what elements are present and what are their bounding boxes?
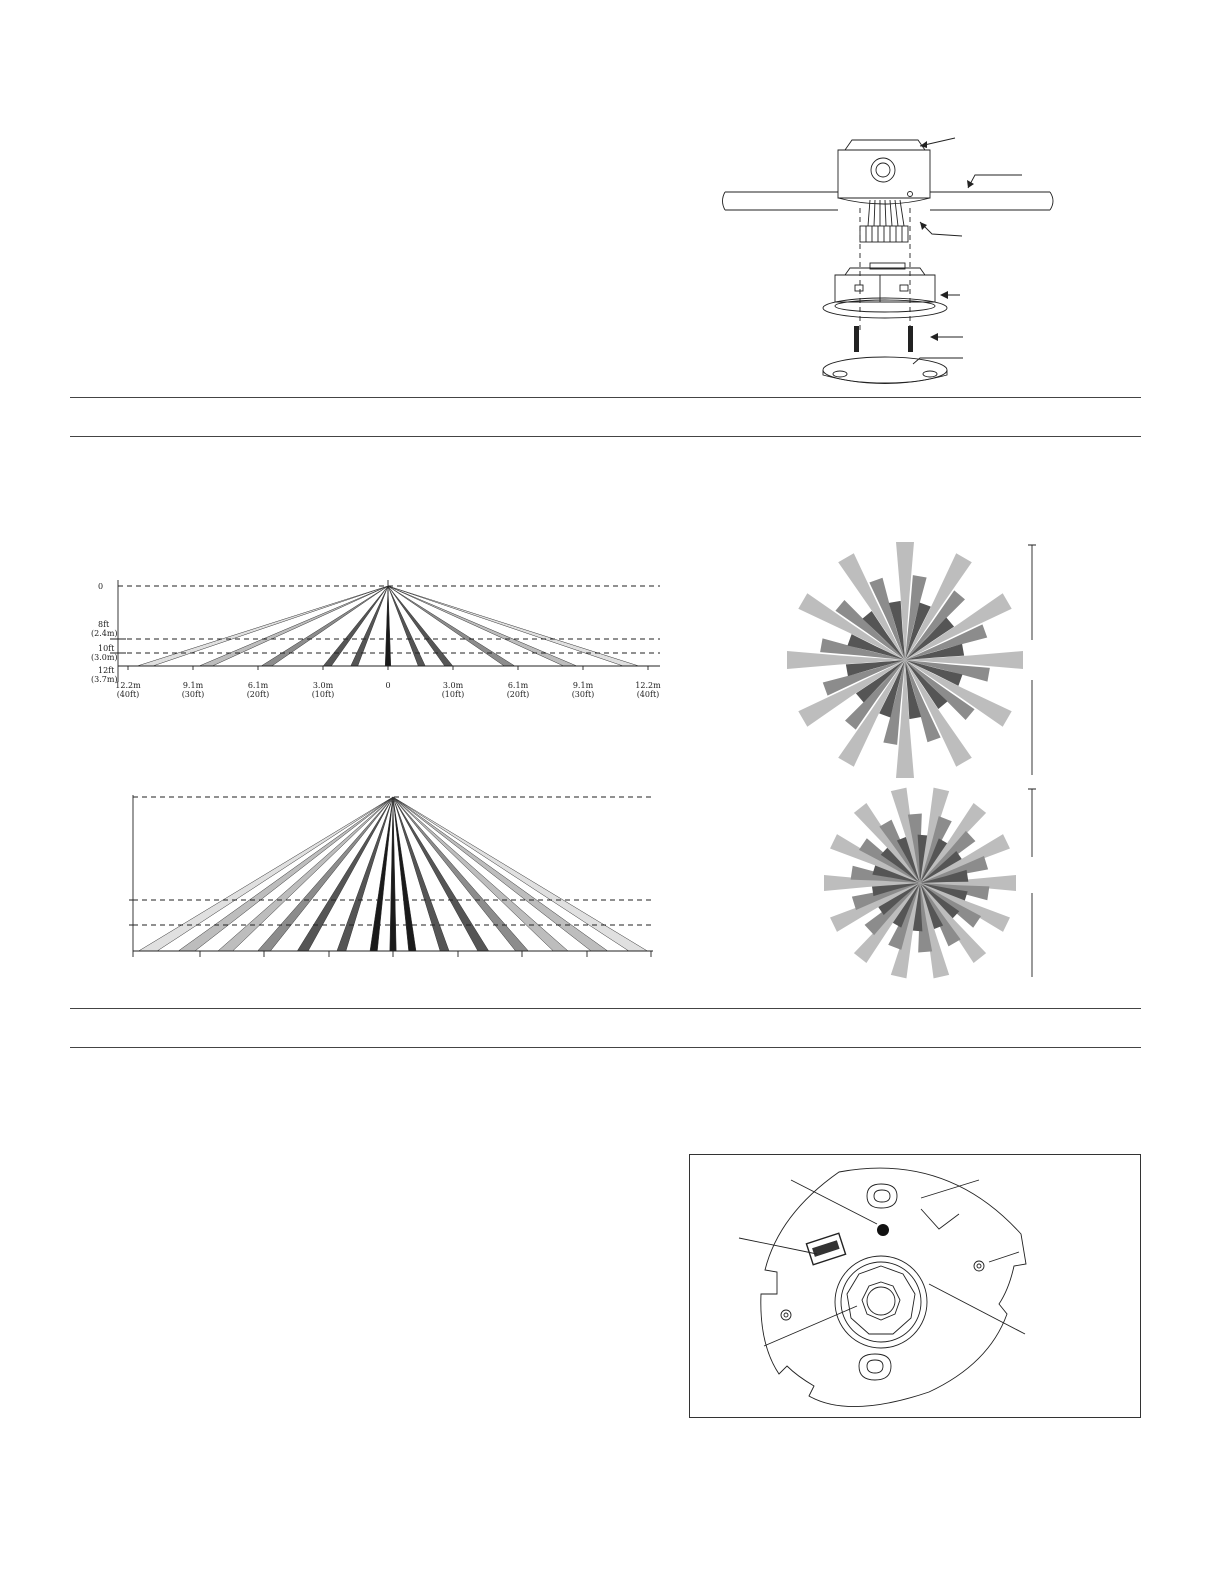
beam-wedge [388,586,453,666]
section-rule [70,397,1141,398]
beam-wedge [139,797,393,951]
x-tick-label-ft: (40ft) [116,690,140,699]
x-tick-label-ft: (20ft) [246,690,270,699]
x-tick-label-m: 3.0m [442,681,464,690]
y-tick-label: 8ft [98,620,110,629]
section-rule [70,436,1141,437]
x-tick-label-m: 9.1m [572,681,594,690]
x-tick-label-ft: (20ft) [506,690,530,699]
sensor-face-diagram [689,1154,1141,1418]
beam-wedge [258,797,393,951]
y-tick-label: 0 [98,582,104,591]
x-tick-label-m: 12.2m [115,681,141,690]
beam-wedge [385,586,391,666]
x-tick-label-ft: (30ft) [571,690,595,699]
section-rule [70,1008,1141,1009]
beam-wedge [388,586,515,666]
beam-wedge [388,586,639,666]
y-tick-label: 12ft [98,666,115,675]
beam-wedge [393,797,528,951]
beam-wedge [137,586,388,666]
x-tick-label-ft: (30ft) [181,690,205,699]
beam-wedge [323,586,388,666]
top-view-radial-pattern-2 [815,785,1045,985]
x-tick-label-ft: (10ft) [311,690,335,699]
y-tick-label: (3.7m) [91,675,118,684]
y-tick-label: (3.0m) [91,653,118,662]
y-tick-label: 10ft [98,644,115,653]
beam-wedge [393,797,647,951]
beam-wedge [261,586,388,666]
x-tick-label-m: 9.1m [182,681,204,690]
x-tick-label-m: 6.1m [247,681,269,690]
y-tick-label: (2.4m) [91,629,118,638]
top-view-radial-pattern [780,540,1050,780]
x-tick-label-m: 3.0m [312,681,334,690]
x-tick-label-m: 0 [385,681,391,690]
side-view-coverage-chart [80,570,680,705]
led-indicator [877,1224,889,1236]
x-tick-label-m: 6.1m [507,681,529,690]
side-view-coverage-chart-2 [125,785,665,965]
x-tick-label-ft: (40ft) [636,690,660,699]
section-rule [70,1047,1141,1048]
x-tick-label-m: 12.2m [635,681,661,690]
x-tick-label-ft: (10ft) [441,690,465,699]
mounting-exploded-diagram [720,130,1060,390]
